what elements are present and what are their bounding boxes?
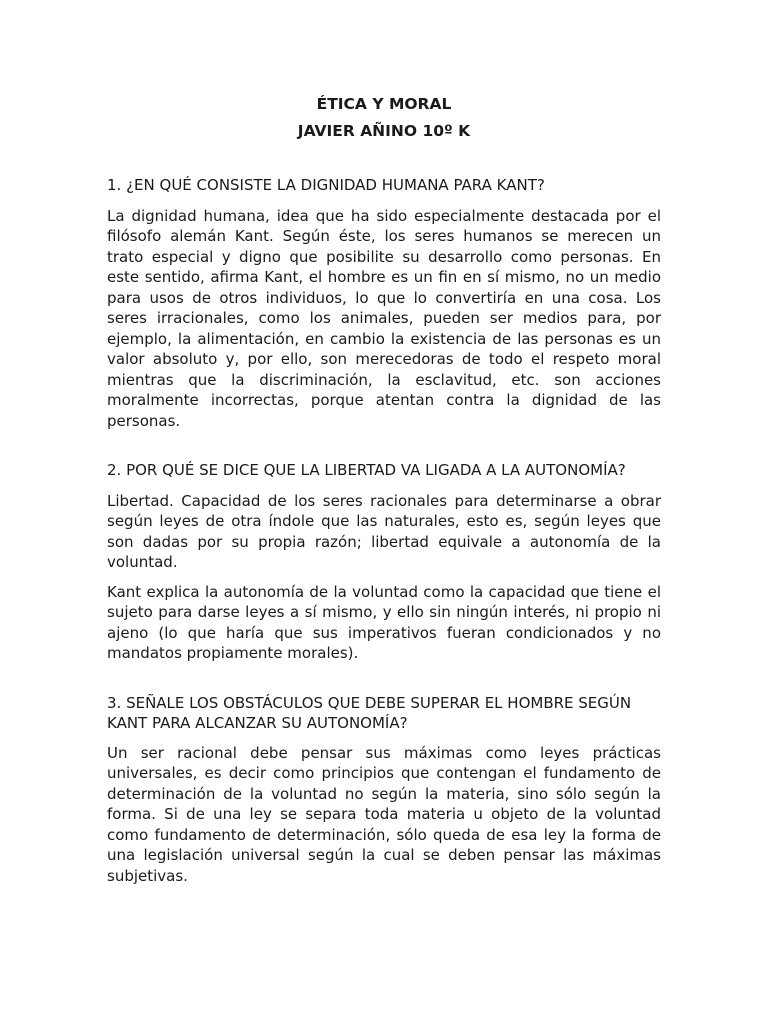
question-3-heading: 3. SEÑALE LOS OBSTÁCULOS QUE DEBE SUPERAR EL HOMBRE SEGÚN KANT PARA ALCANZAR SU AUTONOMÍA? xyxy=(107,693,632,732)
author-line: JAVIER AÑINO 10º K xyxy=(297,122,471,140)
question-2-heading: 2. POR QUÉ SE DICE QUE LA LIBERTAD VA LIGADA A LA AUTONOMÍA? xyxy=(107,461,626,479)
document-title: ÉTICA Y MORAL xyxy=(316,95,452,113)
answer-2-paragraph-2: Kant explica la autonomía de la voluntad como la capacidad que tiene el sujeto para darse leyes a sí mismo, y ello sin ningún interés, ni propio ni ajeno (lo que haría que sus imperativos fueran condicionados y no mandatos propiamente morales). xyxy=(107,582,661,662)
answer-3-paragraph: Un ser racional debe pensar sus máximas como leyes prácticas universales, es decir como principios que contengan el fundamento de determinación de la voluntad no según la materia, sino sólo según la forma. Si de una ley se separa toda materia u objeto de la voluntad como fundamento de determinación, sólo queda de esa ley la forma de una legislación universal según la cual se deben pensar las máximas subjetivas. xyxy=(107,743,661,885)
answer-1-paragraph: La dignidad humana, idea que ha sido especialmente destacada por el filósofo alemán Kant. Según éste, los seres humanos se merecen un trato especial y digno que posibilite su desarrollo como personas. En este sentido, afirma Kant, el hombre es un fin en sí mismo, no un medio para usos de otros individuos, lo que lo convertiría en una cosa. Los seres irracionales, como los animales, pueden ser medios para, por ejemplo, la alimentación, en cambio la existencia de las personas es un valor absoluto y, por ello, son merecedoras de todo el respeto moral mientras que la discriminación, la esclavitud, etc. son acciones moralmente incorrectas, porque atentan contra la dignidad de las personas. xyxy=(107,206,661,430)
question-1-heading: 1. ¿EN QUÉ CONSISTE LA DIGNIDAD HUMANA PARA KANT? xyxy=(107,176,545,194)
answer-2-paragraph-1: Libertad. Capacidad de los seres racionales para determinarse a obrar según leyes de otra índole que las naturales, esto es, según leyes que son dadas por su propia razón; libertad equivale a autonomía de la voluntad. xyxy=(107,491,661,571)
document-page xyxy=(107,91,661,886)
